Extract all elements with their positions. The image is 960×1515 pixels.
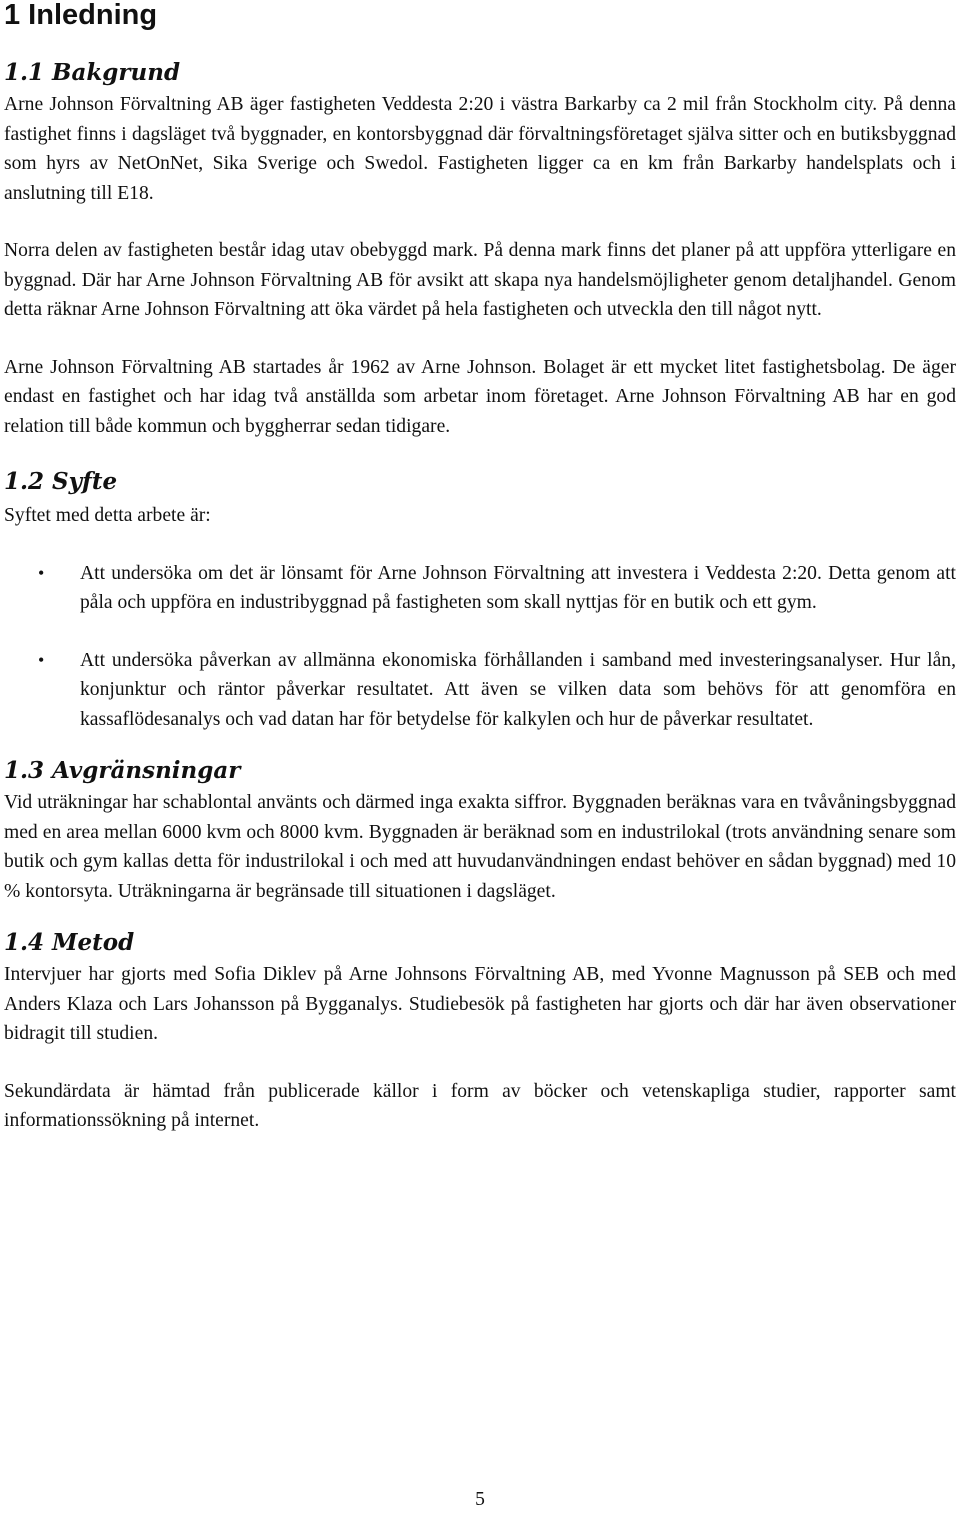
bullet-icon: • (38, 562, 45, 583)
paragraph: Arne Johnson Förvaltning AB startades år 1962 av Arne Johnson. Bolaget är ett mycket litet fastighetsbolag. De äger endast en fastighet och har idag två anställda som arbetar inom företaget. Arne Johnson Förvaltning AB har en god relation till både kommun och byggherrar sedan tidigare. (4, 356, 956, 437)
list-item-text: Att undersöka påverkan av allmänna ekonomiska förhållanden i samband med investeringsanalyser. Hur lån, konjunktur och räntor påverkar resultatet. Att även se vilken data som behövs för att genomföra en kassaflödesanalys och vad datan har för betydelse för kalkylen och hur de påverkar resultatet. (80, 649, 956, 730)
page-number: 5 (475, 1489, 485, 1510)
section-heading-bakgrund: 1.1 Bakgrund (4, 59, 181, 86)
purpose-list (4, 559, 956, 735)
paragraph: Intervjuer har gjorts med Sofia Diklev på Arne Johnsons Förvaltning AB, med Yvonne Magnusson på SEB och med Anders Klaza och Lars Johansson på Bygganalys. Studiebesök på fastigheten har gjorts och där har även observationer bidragit till studien. (4, 964, 956, 1044)
paragraph: Sekundärdata är hämtad från publicerade källor i form av böcker och vetenskapliga studier, rapporter samt informationssökning på internet. (4, 1080, 956, 1131)
paragraph: Syftet med detta arbete är: (4, 505, 211, 526)
chapter-heading: 1 Inledning (4, 0, 158, 31)
list-item (4, 646, 956, 735)
section-bakgrund (4, 58, 956, 441)
section-avgransningar (4, 756, 956, 906)
section-heading-metod: 1.4 Metod (4, 929, 135, 956)
paragraph: Vid uträkningar har schablontal använts och därmed inga exakta siffror. Byggnaden beräknas vara en tvåvåningsbyggnad med en area mellan 6000 kvm och 8000 kvm. Byggnaden är beräknad som en industrilokal (trots användning senare som butik och gym kallas detta för industrilokal i och med att huvudanvändningen endast behöver en sådan byggnad) med 10 % kontorsyta. Uträkningarna är begränsade till situationen i dagsläget. (4, 792, 956, 902)
bullet-icon: • (38, 649, 45, 670)
section-metod (4, 928, 956, 1136)
section-syfte (4, 467, 956, 734)
section-heading-avgransningar: 1.3 Avgränsningar (4, 757, 241, 784)
document-page (4, 0, 956, 1136)
chapter-heading-block (4, 0, 956, 56)
paragraph: Arne Johnson Förvaltning AB äger fastigheten Veddesta 2:20 i västra Barkarby ca 2 mil från Stockholm city. På denna fastighet finns i dagsläget två byggnader, en kontorsbyggnad där förvaltningsföretaget själva sitter och en butiksbyggnad som hyrs av NetOnNet, Sika Sverige och Swedol. Fastigheten ligger ca en km från Barkarby handelsplats och i anslutning till E18. (4, 94, 956, 204)
section-heading-syfte: 1.2 Syfte (4, 468, 118, 495)
paragraph: Norra delen av fastigheten består idag utav obebyggd mark. På denna mark finns det planer på att uppföra ytterligare en byggnad. Där har Arne Johnson Förvaltning AB för avsikt att skapa nya handelsmöjligheter genom detaljhandel. Genom detta räknar Arne Johnson Förvaltning att öka värdet på hela fastigheten och utveckla den till något nytt. (4, 240, 956, 320)
list-item-text: Att undersöka om det är lönsamt för Arne Johnson Förvaltning att investera i Veddesta 2:20. Detta genom att påla och uppföra en industribyggnad på fastigheten som skall nyttjas för en butik och ett gym. (80, 562, 956, 613)
list-item (4, 559, 956, 618)
